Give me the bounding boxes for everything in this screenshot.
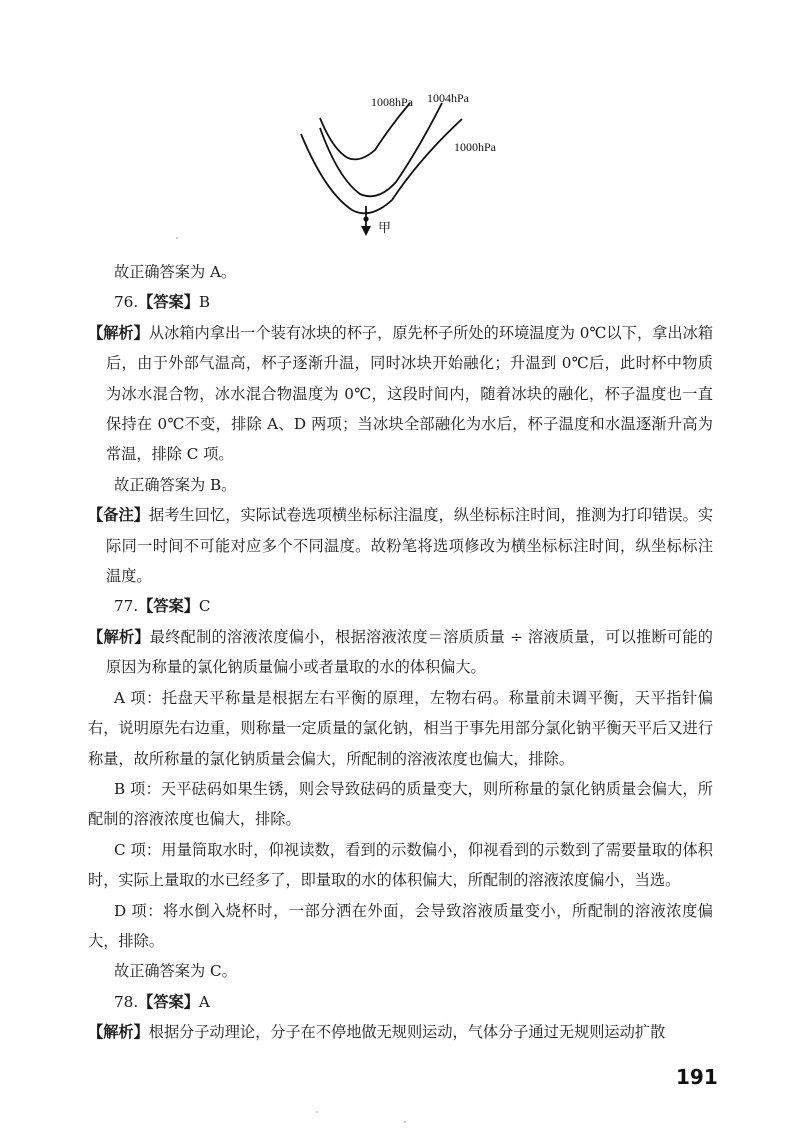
label-1004hpa: 1004hPa: [427, 91, 469, 105]
q77-option-d: D 项：将水倒入烧杯时，一部分洒在外面，会导致溶液质量变小，所配制的溶液浓度偏大，排除。: [88, 901, 713, 950]
scan-speck: [176, 237, 178, 239]
q76-note: 【备注】据考生回忆，实际试卷选项横坐标标注温度，纵坐标标注时间，推测为打印错误。实际同一时间不可能对应多个不同温度。故粉笔将选项修改为横坐标标注时间，纵坐标标注温度。: [88, 506, 714, 586]
isobar-1008: [320, 103, 410, 159]
page-number: 191: [676, 1065, 718, 1089]
scan-speck: [316, 1111, 318, 1113]
paragraph: 故正确答案为 A。: [114, 263, 237, 281]
q77-option-b: B 项：天平砝码如果生锈，则会导致砝码的质量变大，则所称量的氯化钠质量会偏大，所配制的溶液浓度也偏大，排除。: [88, 779, 713, 829]
q77-option-a: A 项：托盘天平称量是根据左右平衡的原理，左物右码。称量前未调平衡，天平指针偏右，说明原先右边重，则称量一定质量的氯化钠，相当于事先用部分氯化钠平衡天平后又进行称量，故所称量的氯化钠质量会偏大，所配制的溶液浓度也偏大，排除。: [88, 688, 713, 768]
q77-heading: 77.【答案】C: [114, 597, 211, 616]
q77-analysis: 【解析】最终配制的溶液浓度偏小，根据溶液浓度＝溶质质量 ÷ 溶液质量，可以推断可能的原因为称量的氯化钠质量偏小或者量取的水的体积偏大。: [88, 627, 713, 677]
q76-heading: 76.【答案】B: [114, 293, 211, 312]
arrow-head: [361, 226, 371, 236]
isobar-diagram: [0, 0, 800, 260]
label-point-jia: 甲: [378, 221, 392, 236]
point-jia-marker: [363, 216, 368, 221]
label-1008hpa: 1008hPa: [371, 95, 413, 109]
scan-speck: [404, 1121, 406, 1123]
q76-analysis: 【解析】从冰箱内拿出一个装有冰块的杯子，原先杯子所处的环境温度为 0℃以下，拿出冰箱后，由于外部气温高，杯子逐渐升温，同时冰块开始融化；升温到 0℃后，此时杯中物质为冰水混合物，冰水混合物温度为 0℃，这段时间内，随着冰块的融化，杯子温度也一直保持在 0℃不变，排除 A、D 两项；当冰块全部融化为水后，杯子温度和水温逐渐升高为常温，排除 C 项。: [88, 323, 714, 464]
q77-final: 故正确答案为 C。: [114, 962, 237, 981]
label-1000hpa: 1000hPa: [454, 140, 496, 154]
isobar-1000: [301, 119, 462, 213]
q78-analysis: 【解析】根据分子动理论，分子在不停地做无规则运动，气体分子通过无规则运动扩散: [88, 1023, 666, 1042]
answer-content: [88, 257, 713, 1048]
q78-heading: 78.【答案】A: [114, 992, 210, 1011]
q76-final: 故正确答案为 B。: [114, 475, 237, 494]
q77-option-c: C 项：用量筒取水时，仰视读数，看到的示数偏小，仰视看到的示数到了需要量取的体积时，实际上量取的水已经多了，即量取的水的体积偏大，所配制的溶液浓度偏小，当选。: [88, 840, 713, 890]
